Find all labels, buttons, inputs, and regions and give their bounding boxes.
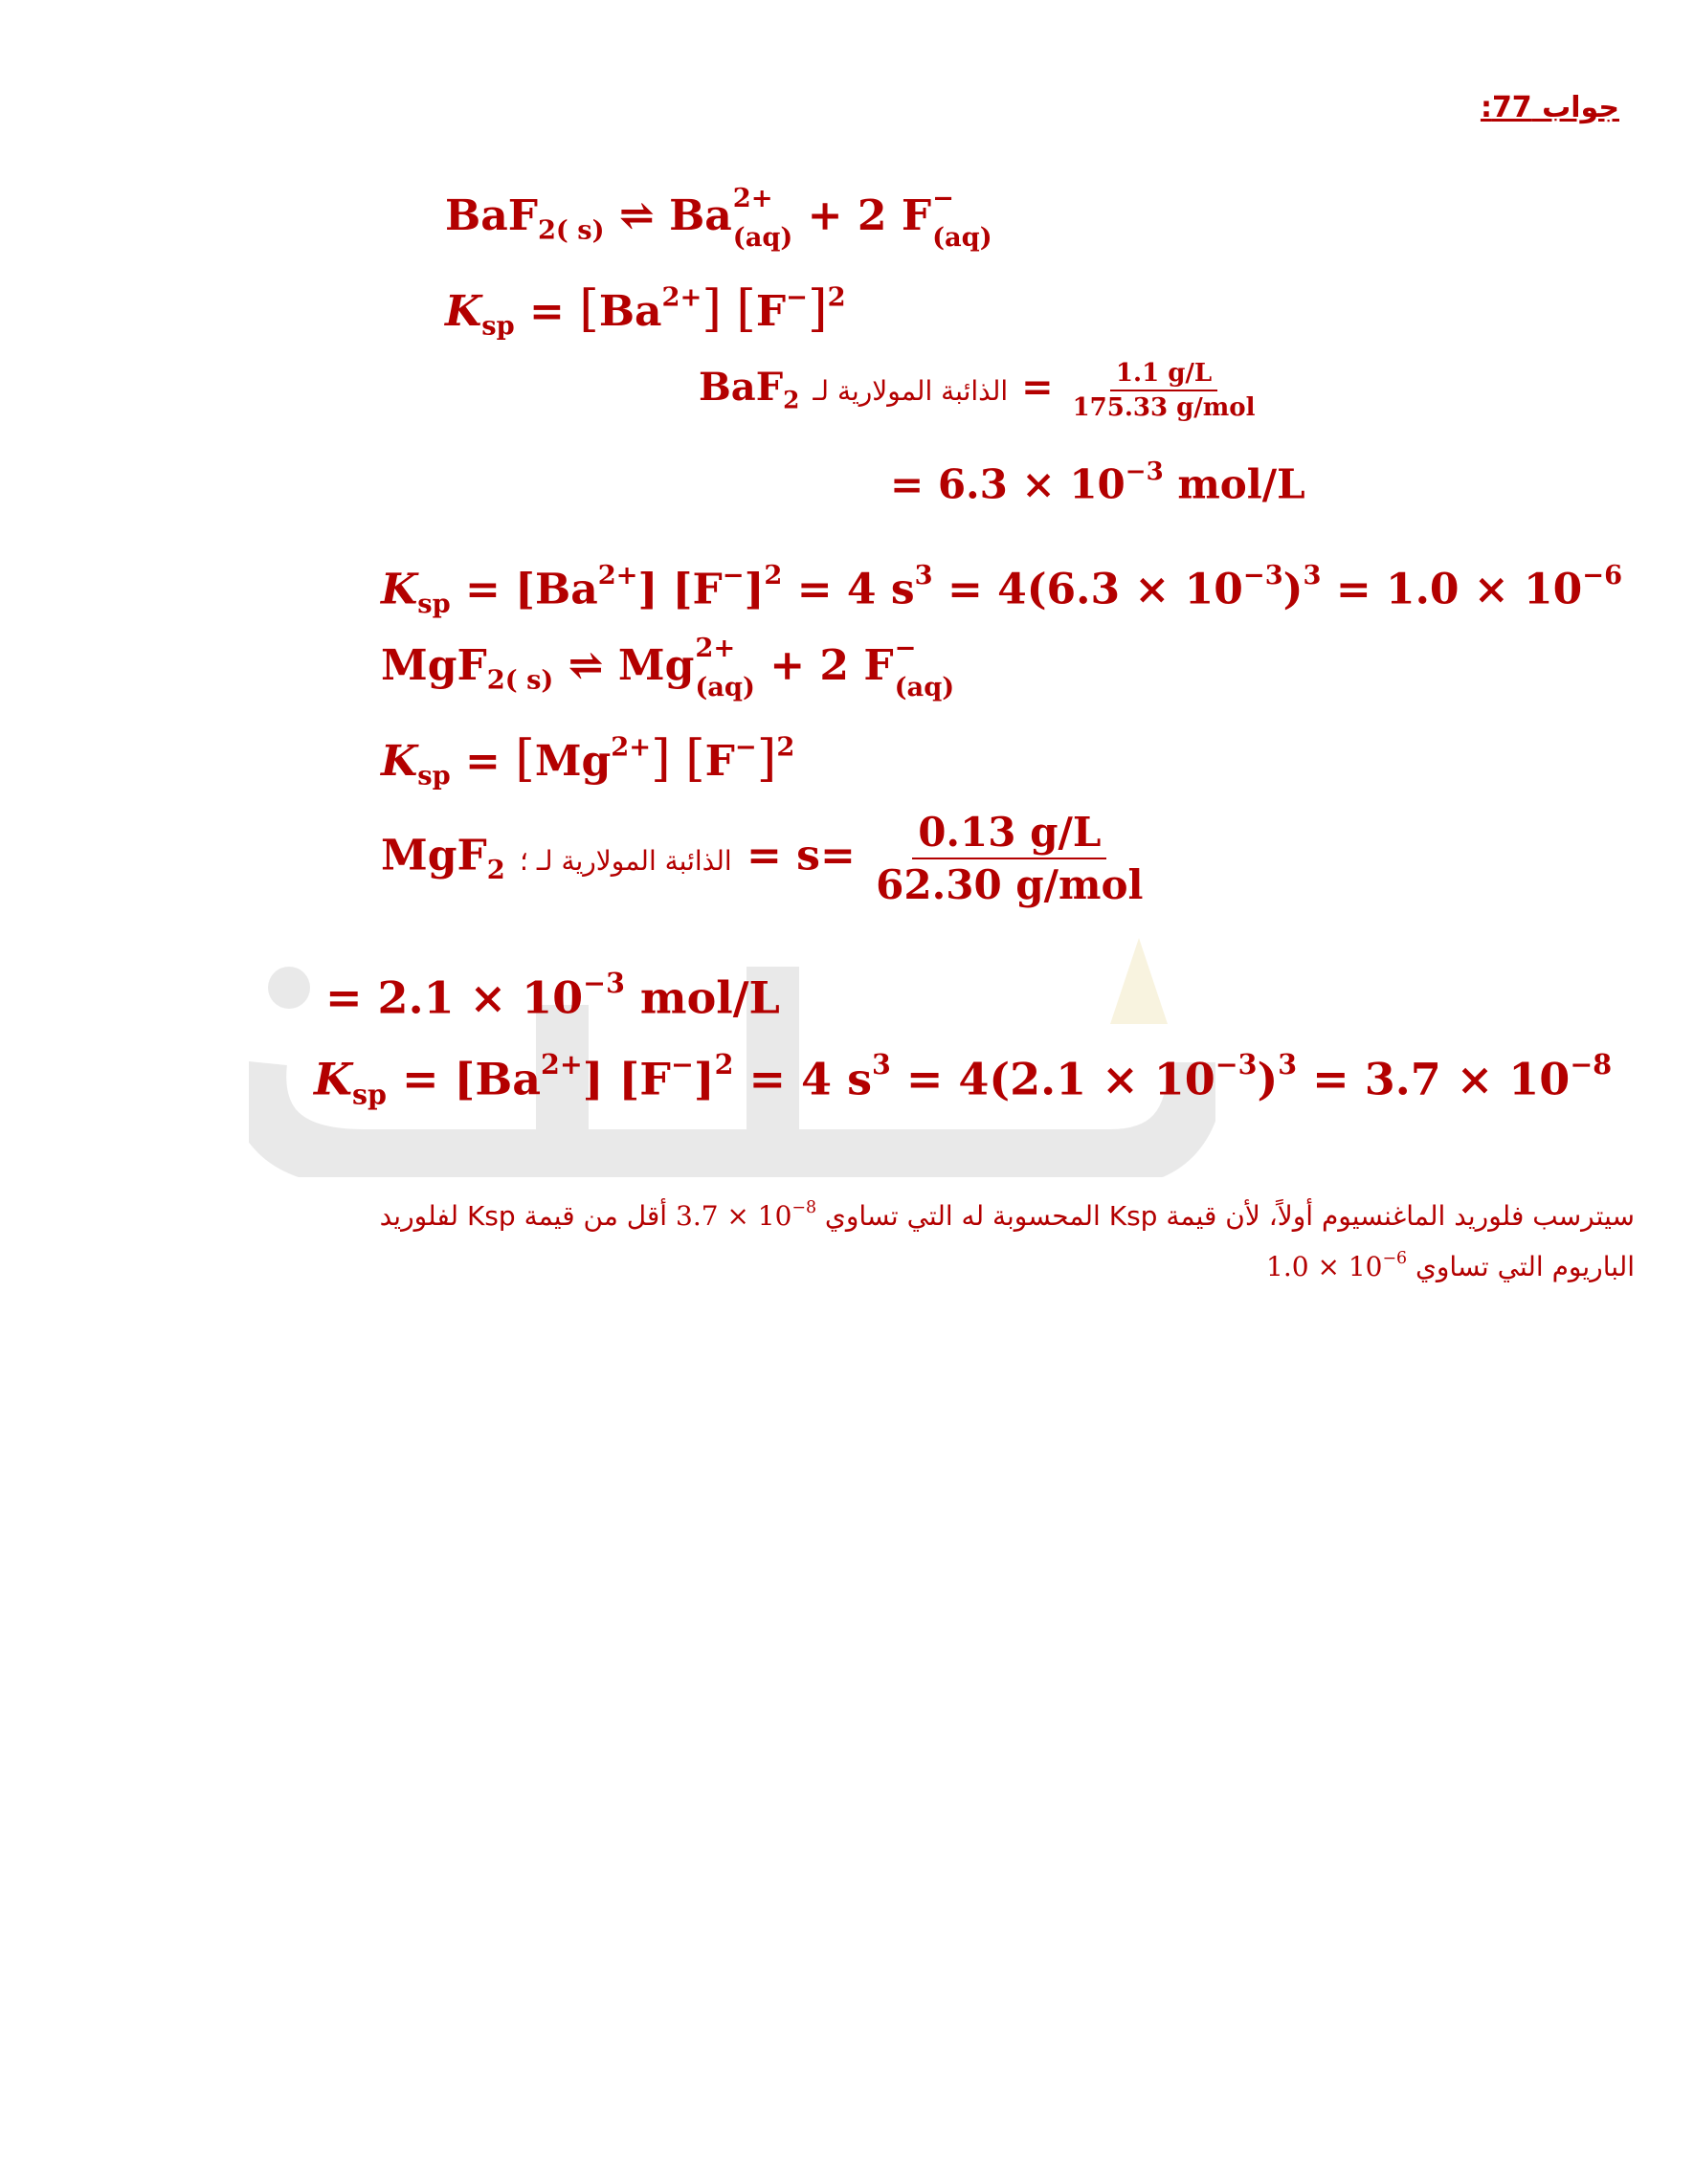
- baf2-solubility-result: = $6.3 \times 10^{-3}$ mol/L: [890, 457, 1305, 508]
- mgf2-ksp-expression: $K_{sp} = [Mg^{2+}]$ $[F^-]^2$: [381, 729, 795, 791]
- mgf2-equilibrium: MgF$_{2( s)}$ ⇌ Mg 2+ (aq) + 2 F − (aq): [381, 633, 955, 703]
- answer-header: جواب 77:: [1480, 91, 1619, 124]
- baf2-ksp-calculation: $K_{sp} = [Ba^{2+}] [F^-]^2 = 4$ $s^3 = 4(6.3 \times 10^{-3})^3 = 1.0 \times 10^{-6}$: [381, 560, 1623, 619]
- mgf2-molar-solubility: MgF$_2$ الذائبة المولارية لـ ؛ = s= $\frac{0.13 g/L}{\text{62.30 g/mol}}$: [381, 809, 1144, 908]
- baf2-molar-solubility: BaF$_2$ الذائبة المولارية لـ = $\frac{1.1 g/L}{\text{175.33 g/mol}}$: [699, 359, 1256, 422]
- conclusion-line-2: الباريوم التي تساوي $1.0 \times 10^{-6}$: [1266, 1249, 1635, 1283]
- mgf2-solubility-result: = $2.1 \times 10^{-3}$ mol/L: [325, 967, 780, 1024]
- baf2-ksp-expression: $K_{sp} = [Ba^{2+}]$ $[F^-]^2$: [445, 279, 846, 342]
- baf2-equilibrium: BaF$_{2( s)}$ ⇌ Ba 2+ (aq) + 2 F − (aq): [445, 183, 992, 254]
- mgf2-ksp-calculation: $K_{sp} = [Ba^{2+}] [F^-]^2 = 4$ $s^3 = 4(2.1 \times 10^{-3})^3 = 3.7 \times 10^{-8}$: [314, 1048, 1613, 1111]
- conclusion-line-1: سيترسب فلوريد الماغنسيوم أولاً، لأن قيمة Ksp المحسوبة له التي تساوي $3.7 \times 10^{-8}$ أقل من قيمة Ksp لفلوريد: [379, 1198, 1635, 1233]
